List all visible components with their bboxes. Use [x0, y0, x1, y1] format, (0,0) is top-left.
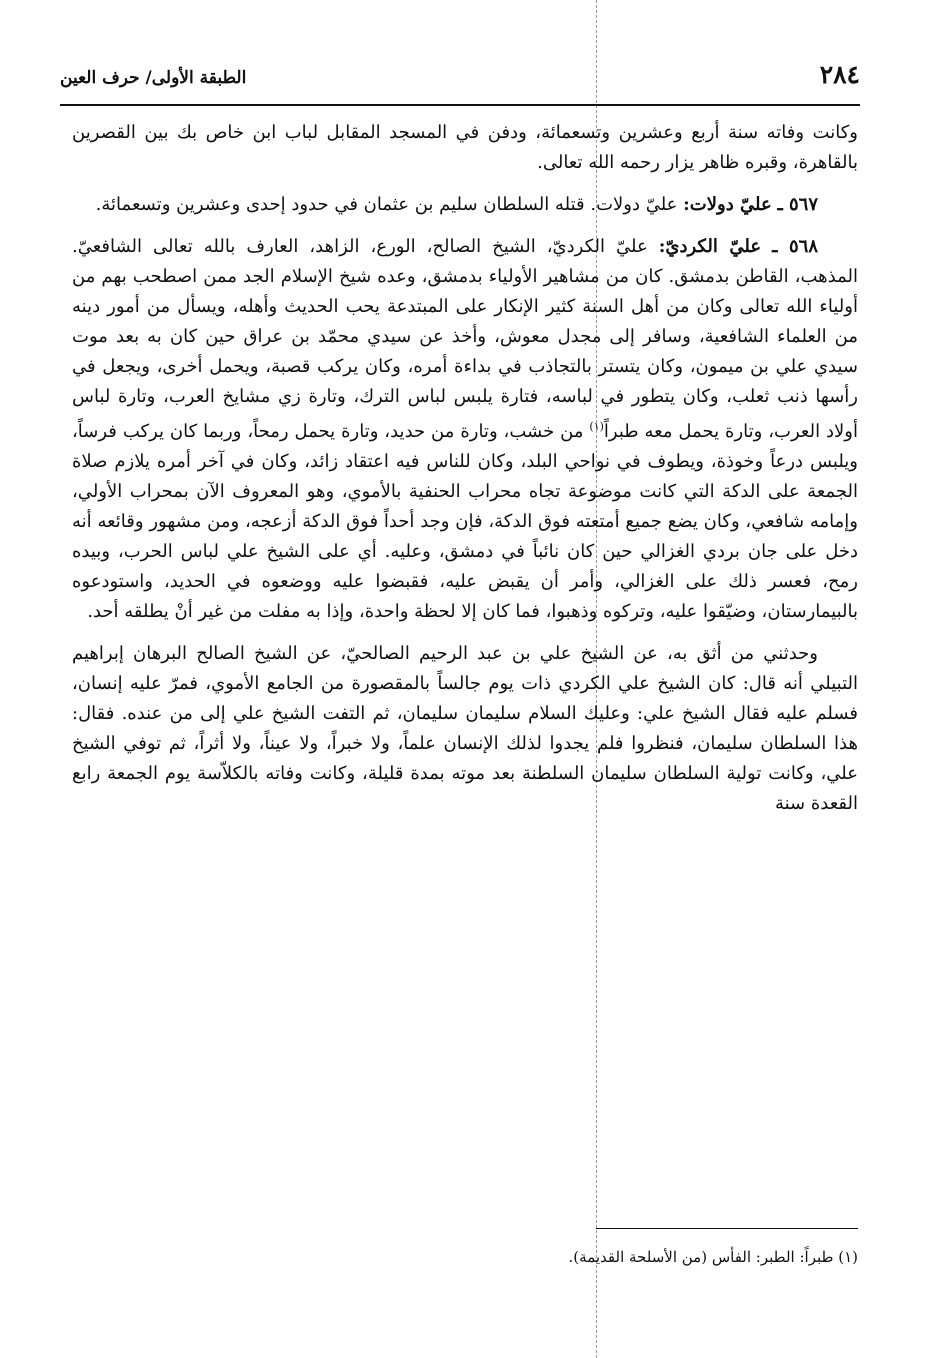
entry-name: عليّ دولات:	[683, 194, 772, 215]
main-text	[72, 118, 858, 831]
entry-text: عليّ دولات. قتله السلطان سليم بن عثمان في حدود إحدى وعشرين وتسعمائة.	[95, 194, 678, 215]
entry-567	[72, 190, 858, 220]
entry-name: عليّ الكرديّ:	[658, 236, 762, 257]
footnote-reference: (١)	[589, 420, 604, 433]
paragraph-1: وكانت وفاته سنة أربع وعشرين وتسعمائة، ودفن في المسجد المقابل لباب ابن خاص بك بين القصرين بالقاهرة، وقبره ظاهر يزار رحمه الله تعالى.	[72, 122, 858, 173]
entry-number: ٥٦٨ ـ	[772, 236, 819, 257]
entry-568	[72, 232, 858, 627]
entry-number: ٥٦٧ ـ	[777, 194, 818, 215]
page-number: ٢٨٤	[819, 60, 860, 89]
footnote-divider	[596, 1228, 858, 1229]
header-divider	[60, 104, 860, 106]
footnote	[300, 1248, 858, 1266]
entry-text: عليّ الكرديّ، الشيخ الصالح، الورع، الزاهد، العارف بالله تعالى الشافعيّ. المذهب، القاطن بدمشق. كان من مشاهير الأولياء بدمشق، وعده شيخ الإسلام الجد ممن اصطحب بهم من أولياء الله تعالى وكان من أهل السنة كثير الإنكار على المبتدعة يحب الحديث وأهله، ويسأل من أمور دينه من العلماء الشافعية، وسافر إلى مجدل معوش، وأخذ عن سيدي محمّد بن عراق حين كان به بعد موت سيدي علي بن ميمون، وكان يتستر بالتجاذب في بداءة أمره، وكان يركب قصبة، ويحمل أخرى، ويجعل في رأسها ذنب ثعلب، وكان يتطور في لباسه، فتارة يلبس لباس الترك، وتارة زي مشايخ العرب، وتارة لباس أولاد العرب، وتارة يحمل معه طبراً	[72, 236, 858, 442]
entry-text-continued: من خشب، وتارة من حديد، وتارة يحمل رمحاً، وربما كان يركب فرساً، ويلبس درعاً وخوذة، ويطوف في نواحي البلد، وكان للناس فيه اعتقاد زائد، وكان في آخر أمره يلازم صلاة الجمعة على الدكة التي كانت موضوعة تجاه محراب الحنفية بالأموي، وهو المعروف الآن بمحراب الأولي، وإمامه شافعي، وكان يضع جميع أمتعته فوق الدكة، فإن وجد أحداً فوق الدكة أزعجه، ومن مشهور وقائعه أنه دخل على جان بردي الغزالي حين كان نائباً في دمشق، وعليه. أي على الشيخ علي لباس الحرب، وبيده رمح، فعسر ذلك على الغزالي، وأمر أن يقبض عليه، فقبضوا عليه ووضعوه في الحديد، واستودعوه بالبيمارستان، وضيّقوا عليه، وتركوه وذهبوا، فما كان إلا لحظة واحدة، وإذا به مفلت من غير أنْ يطلقه أحد.	[72, 421, 858, 622]
footnote-marker: (١)	[838, 1248, 858, 1266]
footnote-text: طبراً: الطبر: الفأس (من الأسلحة القديمة).	[568, 1248, 834, 1266]
page-header	[60, 60, 860, 100]
paragraph-4: وحدثني من أثق به، عن الشيخ علي بن عبد الرحيم الصالحيّ، عن الشيخ الصالح البرهان إبراهيم التبيلي أنه قال: كان الشيخ علي الكردي ذات يوم جالساً بالمقصورة من الجامع الأموي، فمرّ عليه إنسان، فسلم عليه فقال الشيخ علي: وعليك السلام سليمان سليمان، ثم التفت الشيخ علي إلى من عنده. فقال: هذا السلطان سليمان، فنظروا فلم يجدوا لذلك الإنسان علماً، ولا خبراً، ولا عيناً، ولا أثراً، ثم توفي الشيخ علي، وكانت تولية السلطان سليمان السلطنة بعد موته بمدة قليلة، وكانت وفاته بالكلاّسة يوم الجمعة رابع القعدة سنة	[72, 643, 858, 814]
running-title: الطبقة الأولى/ حرف العين	[60, 68, 247, 88]
